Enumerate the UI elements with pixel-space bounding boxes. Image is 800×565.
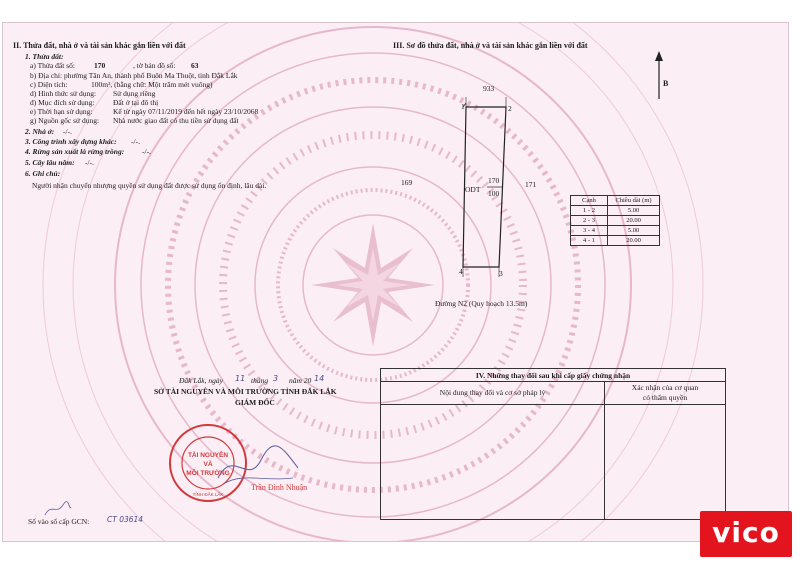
right-neighbor-parcel: 171 — [525, 180, 537, 189]
seal-line-1: TÀI NGUYÊN — [187, 452, 229, 459]
corner-2-label: 2 — [508, 104, 512, 113]
notes-heading: 6. Ghi chú: — [25, 169, 61, 178]
parcel-number: 170 — [94, 61, 106, 70]
north-arrow-icon — [647, 51, 671, 101]
table-header-row — [571, 196, 660, 206]
signing-month-label: tháng — [251, 376, 269, 385]
signing-month: 3 — [273, 374, 279, 383]
table-cell: 20.00 — [608, 236, 660, 246]
signing-date-prefix: Đắk Lắk, ngày — [179, 376, 223, 385]
house-value: -/-. — [63, 127, 72, 136]
term-label: e) Thời hạn sử dụng: — [30, 107, 93, 116]
changes-col-content: Nội dung thay đổi và cơ sở pháp lý — [439, 388, 546, 397]
signing-year-label: năm 20 — [289, 376, 312, 385]
table-cell: 3 - 4 — [571, 226, 608, 236]
map-sheet-number: 63 — [191, 61, 199, 70]
table-cell: 20.00 — [608, 216, 660, 226]
other-works-value: -/-. — [131, 137, 140, 146]
address-line: b) Địa chỉ: phường Tân An, thành phố Buôn Ma Thuột, tỉnh Đắk Lắk — [30, 71, 238, 80]
fraction-bar — [487, 186, 503, 188]
table-cell: 4 - 1 — [571, 236, 608, 246]
table-cell: 5.00 — [608, 226, 660, 236]
seal-bottom-text: TỈNH ĐẮK LẮK — [192, 492, 224, 497]
corner-1-label: 1 — [461, 102, 465, 111]
registry-number: CT 03614 — [107, 515, 144, 524]
perennial-heading: 5. Cây lâu năm: — [25, 158, 75, 167]
table-header-cell: Cạnh — [571, 196, 608, 206]
other-works-heading: 3. Công trình xây dựng khác: — [25, 137, 117, 146]
corner-4-label: 4 — [459, 267, 463, 276]
table-cell: 2 - 3 — [571, 216, 608, 226]
forest-value: -/-. — [142, 147, 151, 156]
registry-label: Số vào sổ cấp GCN: — [28, 517, 90, 526]
section-iii-title: III. Sơ đồ thửa đất, nhà ở và tài sản khác gắn liền với đất — [393, 41, 588, 50]
table-row — [571, 236, 660, 246]
changes-col-verify-line1: Xác nhận của cơ quan — [631, 383, 699, 392]
issuing-department: SỞ TÀI NGUYÊN VÀ MÔI TRƯỜNG TỈNH ĐẮK LẮK — [154, 387, 337, 396]
parcel-area-in-diagram: 100 — [488, 189, 500, 198]
section-ii-title: II. Thửa đất, nhà ở và tài sản khác gắn liền với đất — [13, 41, 186, 50]
usage-form-value: Sử dụng riêng — [113, 89, 156, 98]
corner-3-label: 3 — [499, 269, 503, 278]
signer-name: Trần Đình Nhuận — [251, 483, 308, 492]
land-parcel-heading: 1. Thửa đất: — [25, 52, 64, 61]
road-label: Đường N2 (Quy hoạch 13.5m) — [435, 299, 528, 308]
parcel-number-label: a) Thửa đất số: — [30, 61, 75, 70]
changes-col-verify-line2: có thẩm quyền — [642, 393, 688, 402]
seal-line-2: VÀ — [203, 461, 213, 468]
signing-year: 14 — [314, 374, 325, 383]
origin-value: Nhà nước giao đất có thu tiền sử dụng đất — [113, 116, 239, 125]
usage-form-label: d) Hình thức sử dụng: — [30, 89, 97, 98]
table-row — [571, 226, 660, 236]
forest-heading: 4. Rừng sản xuất là rừng trồng: — [25, 147, 125, 156]
initials-mark — [43, 501, 73, 517]
purpose-value: Đất ở tại đô thị — [113, 98, 159, 107]
north-label: B — [663, 79, 669, 88]
table-cell: 5.00 — [608, 206, 660, 216]
term-value: Kể từ ngày 07/11/2019 đến hết ngày 23/10/2068 — [113, 107, 259, 116]
parcel-number-in-diagram: 170 — [488, 176, 500, 185]
certificate-page — [2, 22, 789, 542]
table-row — [571, 216, 660, 226]
left-neighbor-parcel: 169 — [401, 178, 413, 187]
purpose-label: đ) Mục đích sử dụng: — [30, 98, 95, 107]
parcel-diagram — [443, 93, 533, 283]
origin-label: g) Nguồn gốc sử dụng: — [30, 116, 100, 125]
changes-table — [380, 368, 726, 520]
top-neighbor-parcel: 933 — [483, 84, 495, 93]
area-label: c) Diện tích: — [30, 80, 68, 89]
notes-text: Người nhận chuyển nhượng quyền sử dụng đất được sử dụng ổn định, lâu dài. — [32, 181, 267, 190]
table-row — [571, 206, 660, 216]
table-cell: 1 - 2 — [571, 206, 608, 216]
signing-day: 11 — [235, 374, 246, 383]
house-heading: 2. Nhà ở: — [25, 127, 55, 136]
vico-logo — [700, 511, 792, 557]
seal-line-3: MÔI TRƯỜNG — [186, 470, 230, 477]
area-value: 100m², (bằng chữ: Một trăm mét vuông) — [91, 80, 213, 89]
land-use-code: ODT — [465, 185, 481, 194]
map-sheet-label: , tờ bản đồ số: — [133, 61, 176, 70]
changes-title: IV. Những thay đổi sau khi cấp giấy chứng nhận — [475, 371, 631, 380]
perennial-value: -/-. — [85, 158, 94, 167]
table-header-cell: Chiều dài (m) — [608, 196, 660, 206]
signer-title: GIÁM ĐỐC — [235, 398, 275, 407]
edge-length-table — [570, 195, 660, 246]
vico-logo-text: vico — [712, 516, 780, 549]
